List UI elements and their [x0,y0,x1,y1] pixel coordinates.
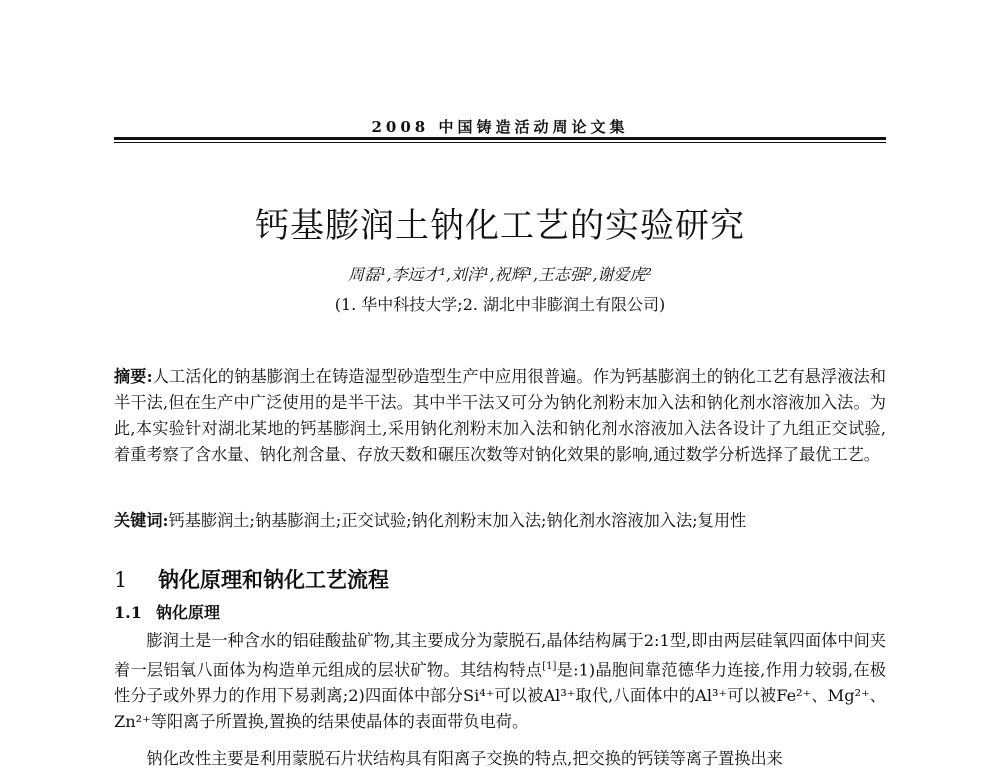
keywords-text: 钙基膨润土;钠基膨润土;正交试验;钠化剂粉末加入法;钠化剂水溶液加入法;复用性 [168,511,747,530]
keywords [114,508,886,534]
body-paragraph-continued: 钠化改性主要是利用蒙脱石片状结构具有阳离子交换的特点,把交换的钙镁等离子置换出来 [146,749,783,768]
subsection-title: 钠化原理 [156,603,221,622]
keywords-label: 关键词: [114,511,169,530]
subsection-heading [114,600,220,623]
section-number: 1 [114,568,128,592]
subsection-number: 1.1 [114,603,142,622]
abstract-label: 摘要: [114,367,153,386]
paper-title: 钙基膨润土钠化工艺的实验研究 [255,206,745,246]
running-head: 2008 中国铸造活动周论文集 [371,118,629,136]
section-heading [114,564,389,594]
paragraph-text-part2: 是:1)晶胞间靠范德华力连接,作用力较弱,在极性分子或外界力的作用下易剥离;2)四面体中部分Si⁴⁺可以被Al³⁺取代,八面体中的Al³⁺可以被Fe²⁺、Mg²⁺、Zn²⁺等阳离子所置换,置换的结果使晶体的表面带负电荷。 [114,660,886,732]
abstract [114,364,886,468]
author-list: 周磊¹,李远才¹,刘洋¹,祝辉¹,王志强²,谢爱虎² [348,265,652,284]
citation-ref: [1] [542,661,557,672]
affiliations: (1. 华中科技大学;2. 湖北中非膨润土有限公司) [334,295,666,314]
paragraph-text-part1: 膨润土是一种含水的铝硅酸盐矿物,其主要成分为蒙脱石,晶体结构属于2:1型,即由两层硅氧四面体中间夹着一层铝氧八面体为构造单元组成的层状矿物。其结构特点 [114,631,886,680]
abstract-text: 人工活化的钠基膨润土在铸造湿型砂造型生产中应用很普遍。作为钙基膨润土的钠化工艺有悬浮液法和半干法,但在生产中广泛使用的是半干法。其中半干法又可分为钠化剂粉末加入法和钠化剂水溶液加入法。为此,本实验针对湖北某地的钙基膨润土,采用钠化剂粉末加入法和钠化剂水溶液加入法各设计了九组正交试验,着重考察了含水量、钠化剂含量、存放天数和碾压次数等对钠化效果的影响,通过数学分析选择了最优工艺。 [114,367,886,464]
header-rule-thick [114,137,886,140]
header-rule-thin [114,142,886,143]
section-title: 钠化原理和钠化工艺流程 [158,568,389,592]
body-paragraph [114,628,886,735]
